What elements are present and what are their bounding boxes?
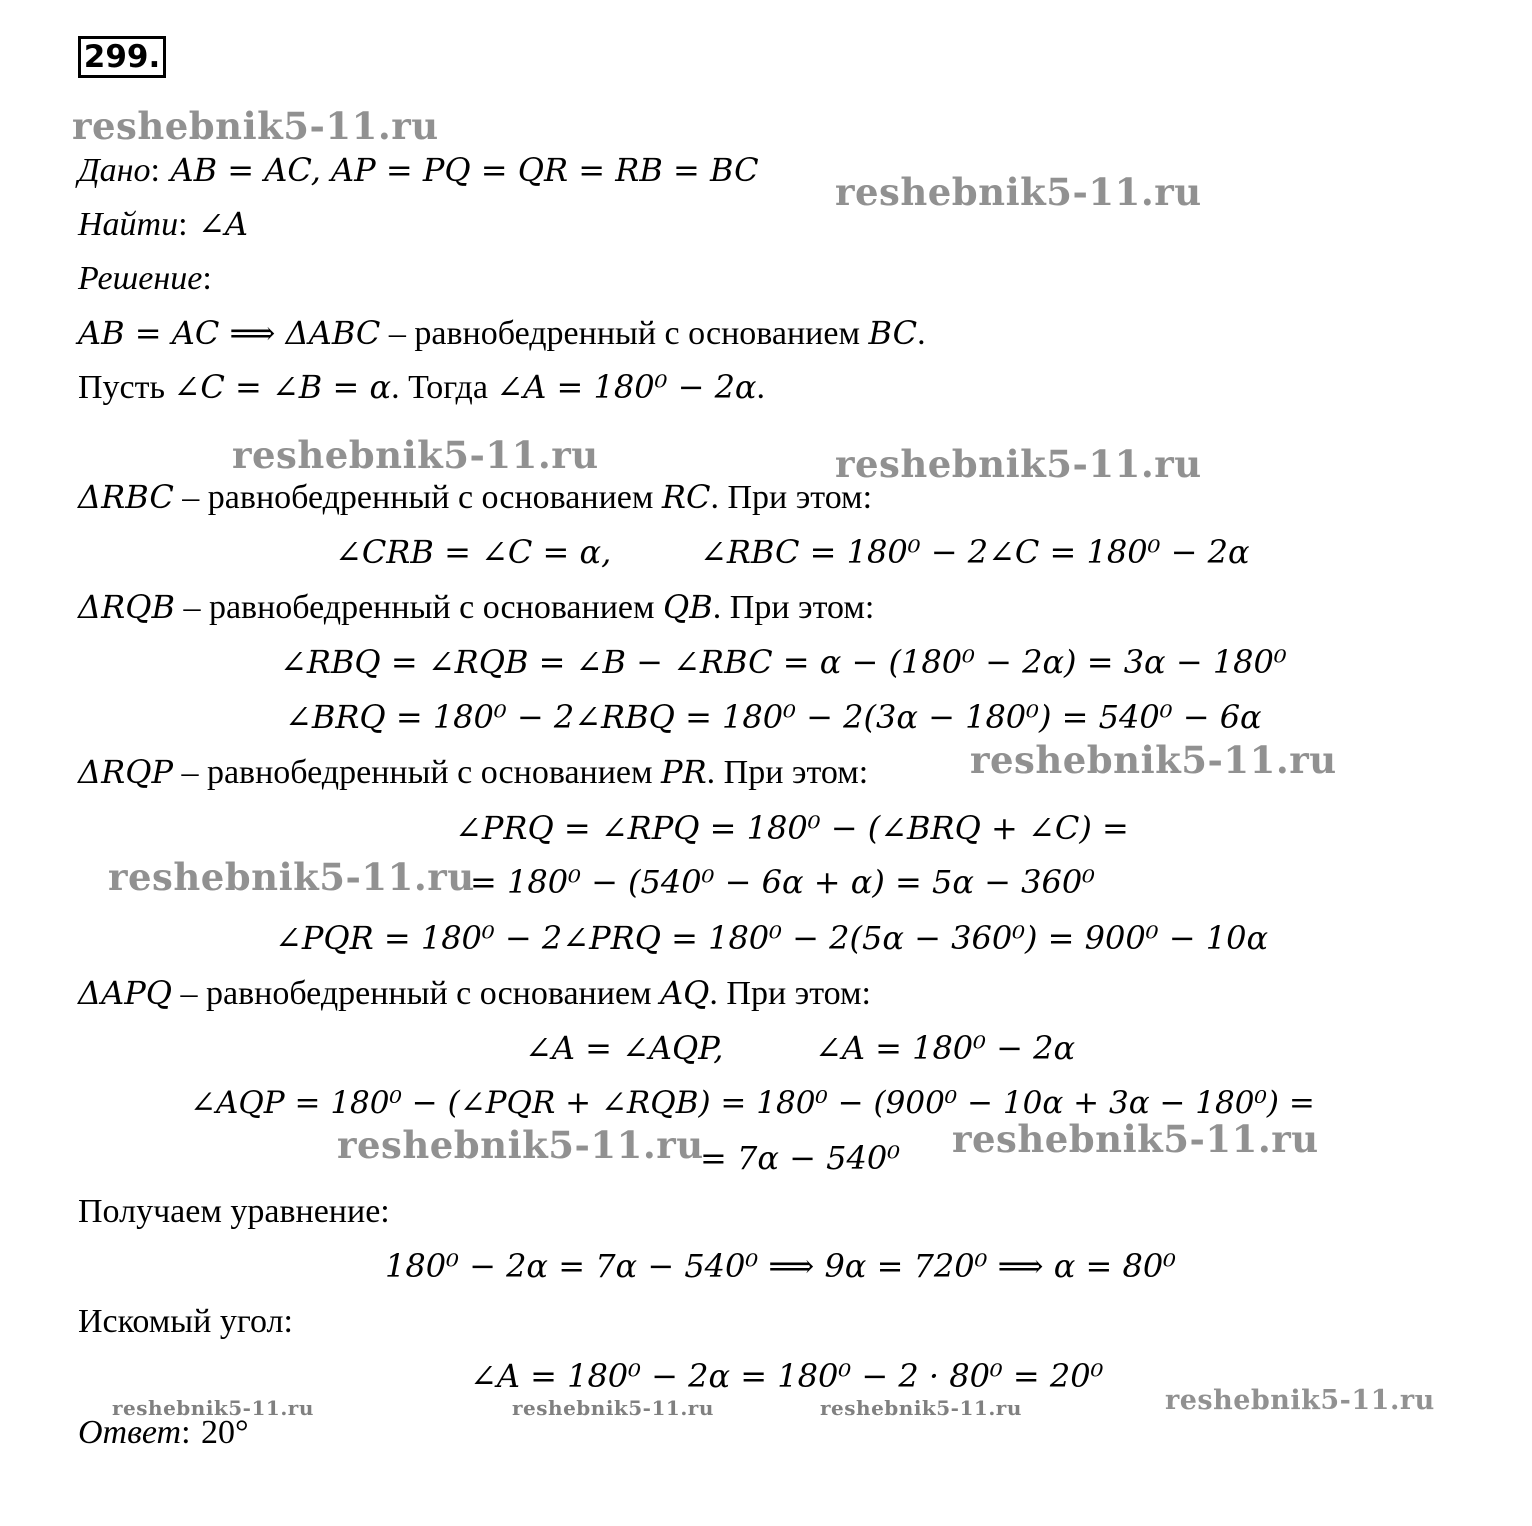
watermark: reshebnik5-11.ru: [1165, 1385, 1435, 1416]
watermark: reshebnik5-11.ru: [72, 104, 439, 148]
step-isosceles-abc: AB = AC ⟹ ΔABC – равнобедренный с основанием BC.: [78, 314, 926, 352]
watermark: reshebnik5-11.ru: [337, 1123, 704, 1167]
equation-rbq: ∠RBQ = ∠RQB = ∠B − ∠RBC = α − (180⁰ − 2α) = 3α − 180⁰: [280, 643, 1287, 681]
equation-prq: ∠PRQ = ∠RPQ = 180⁰ − (∠BRQ + ∠C) =: [455, 809, 1129, 847]
watermark: reshebnik5-11.ru: [112, 1396, 314, 1420]
watermark: reshebnik5-11.ru: [952, 1117, 1319, 1161]
answer-label: Ответ: [78, 1414, 182, 1451]
watermark: reshebnik5-11.ru: [512, 1396, 714, 1420]
triangle-rqb-line: ΔRQB – равнобедренный с основанием QB. При этом:: [78, 588, 875, 626]
find-label: Найти: [78, 206, 179, 243]
final-equation: ∠A = 180⁰ − 2α = 180⁰ − 2 · 80⁰ = 20⁰: [470, 1357, 1104, 1395]
triangle-rqp-line: ΔRQP – равнобедренный с основанием PR. При этом:: [78, 753, 869, 791]
triangle-apq-line: ΔAPQ – равнобедренный с основанием AQ. При этом:: [78, 974, 871, 1012]
answer-line: Ответ: 20°: [78, 1414, 249, 1451]
watermark: reshebnik5-11.ru: [835, 442, 1202, 486]
equation-prq-cont: = 180⁰ − (540⁰ − 6α + α) = 5α − 360⁰: [470, 863, 1095, 901]
given-line: Дано: AB = AC, AP = PQ = QR = RB = BC: [78, 151, 759, 189]
solution-heading: Решение:: [78, 260, 212, 297]
equation-aqp: ∠AQP = 180⁰ − (∠PQR + ∠RQB) = 180⁰ − (900⁰ − 10α + 3α − 180⁰) =: [190, 1085, 1315, 1121]
problem-number: 299.: [78, 36, 166, 78]
equation-rbc: ∠RBC = 180⁰ − 2∠C = 180⁰ − 2α: [700, 533, 1250, 571]
find-line: Найти: ∠A: [78, 205, 248, 243]
watermark: reshebnik5-11.ru: [820, 1396, 1022, 1420]
watermark: reshebnik5-11.ru: [108, 855, 475, 899]
find-expression: ∠A: [198, 205, 248, 243]
watermark: reshebnik5-11.ru: [970, 738, 1337, 782]
equation-aqp-result: = 7α − 540⁰: [700, 1139, 901, 1177]
answer-value: 20°: [201, 1414, 249, 1451]
main-equation: 180⁰ − 2α = 7α − 540⁰ ⟹ 9α = 720⁰ ⟹ α = 80⁰: [385, 1247, 1176, 1285]
equation-pqr: ∠PQR = 180⁰ − 2∠PRQ = 180⁰ − 2(5α − 360⁰) = 900⁰ − 10α: [275, 919, 1269, 957]
given-expression: AB = AC, AP = PQ = QR = RB = BC: [170, 151, 759, 189]
given-label: Дано: [78, 152, 151, 189]
watermark: reshebnik5-11.ru: [835, 170, 1202, 214]
triangle-rbc-line: ΔRBC – равнобедренный с основанием RC. При этом:: [78, 478, 873, 516]
equation-crb: ∠CRB = ∠C = α,: [335, 533, 612, 571]
watermark: reshebnik5-11.ru: [232, 433, 599, 477]
angle-heading: Искомый угол:: [78, 1303, 293, 1340]
equation-heading: Получаем уравнение:: [78, 1193, 390, 1230]
step-let-alpha: Пусть ∠C = ∠B = α. Тогда ∠A = 180⁰ − 2α.: [78, 368, 766, 406]
equation-brq: ∠BRQ = 180⁰ − 2∠RBQ = 180⁰ − 2(3α − 180⁰) = 540⁰ − 6α: [285, 698, 1262, 736]
equation-a-aqp: ∠A = ∠AQP,: [525, 1029, 724, 1067]
equation-a: ∠A = 180⁰ − 2α: [815, 1029, 1076, 1067]
